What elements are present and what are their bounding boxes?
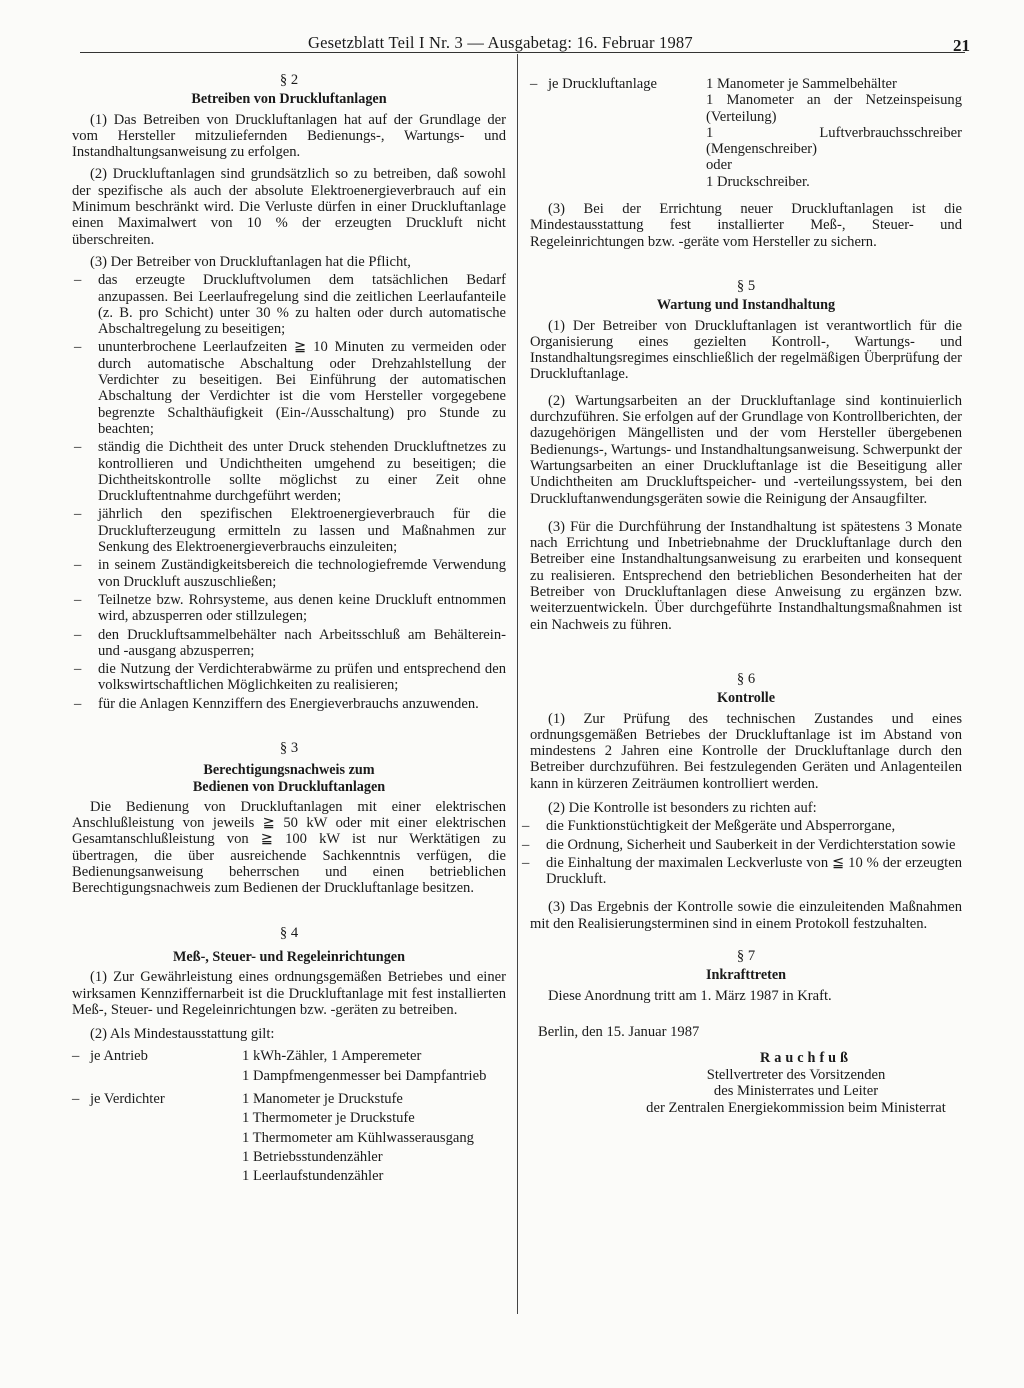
page-number: 21: [953, 36, 970, 55]
list-item: 1 kWh-Zähler, 1 Amperemeter: [242, 1048, 422, 1065]
section-6-paragraph-2-intro: (2) Die Kontrolle ist besonders zu richten auf:: [548, 799, 817, 816]
signer-title-line-1: Stellvertreter des Vorsitzenden: [706, 1066, 886, 1083]
place-date: Berlin, den 15. Januar 1987: [538, 1023, 700, 1040]
section-2-duty-list: [72, 272, 506, 712]
list-item: 1 Manometer je Druckstufe: [242, 1091, 403, 1108]
section-6-paragraph-1: (1) Zur Prüfung des technischen Zustandes und eines ordnungsgemäßen Betriebes der Druckluftanlage ist im Abstand von mindestens 2 Jahren eine Kontrolle der Druckluftanlage durch den Betreiber durchzuführen. Bei festzulegenden Geräten und Anlagenteilen kann in kürzeren Zeiträumen kontrolliert werden.: [530, 710, 962, 792]
equipment-label-compressor: je Verdichter: [90, 1091, 165, 1108]
page-header: [80, 30, 970, 54]
section-6-check-list: [520, 818, 962, 887]
list-item: 1 Thermometer je Druckstufe: [242, 1110, 415, 1127]
list-item: – den Druckluftsammelbehälter nach Arbeitsschluß am Behälterein- und -ausgang abzusperren;: [72, 627, 506, 660]
section-5-paragraph-2: (2) Wartungsarbeiten an der Druckluftanlage sind kontinuierlich durchzuführen. Sie erfolgen auf der Grundlage von Kontrollberichten, der dazugehörigen Mängellisten und der vom Hersteller übergebenen Bedienungs-, Wartungs- und Instandhaltungsanweisung. Schwerpunkt der Wartungsarbeiten an einer Druckluftanlage ist die Beseitigung aller Undichtheiten am Druckluftspeicher- und -verteilungssystem, bei den Druckluftanwendungsgeräten sowie die Reinigung der Ansaugfilter.: [530, 392, 962, 507]
section-2-title: Betreiben von Druckluftanlagen: [191, 91, 387, 108]
section-2-paragraph-3-intro: (3) Der Betreiber von Druckluftanlagen hat die Pflicht,: [90, 253, 411, 270]
list-item: – die Ordnung, Sicherheit und Sauberkeit in der Verdichterstation sowie: [520, 837, 962, 853]
section-7-title: Inkrafttreten: [705, 967, 787, 984]
column-divider: [517, 54, 518, 1314]
equipment-label-drive: je Antrieb: [90, 1048, 148, 1065]
list-item: – das erzeugte Druckluftvolumen dem tatsächlichen Bedarf anzupassen. Bei Leerlaufregelung sind die zeitlichen Leerlaufanteile (z. B. pro Schicht) unter 30 % zu halten oder durch automatische Abschaltregelung zu beseitigen;: [72, 272, 506, 337]
section-4-paragraph-3: (3) Bei der Errichtung neuer Druckluftanlagen ist die Mindestausstattung fest installierter Meß-, Steuer- und Regeleinrichtungen bzw. -geräte vom Hersteller zu sichern.: [530, 201, 962, 250]
section-5-title: Wartung und Instandhaltung: [656, 297, 836, 314]
section-6-paragraph-3: (3) Das Ergebnis der Kontrolle sowie die einzuleitenden Maßnahmen mit den Realisierungsterminen sind in einem Protokoll festzuhalten.: [530, 899, 962, 932]
list-item: – für die Anlagen Kennziffern des Energieverbrauchs anzuwenden.: [72, 696, 506, 712]
section-4-title: Meß-, Steuer- und Regeleinrichtungen: [173, 948, 405, 965]
header-title: Gesetzblatt Teil I Nr. 3 — Ausgabetag: 16. Februar 1987: [308, 33, 693, 52]
equipment-label-plant: je Druckluftanlage: [548, 76, 657, 92]
equipment-list-continued: [530, 76, 962, 193]
list-item: 1 Luftverbrauchsschreiber (Mengenschreiber): [706, 124, 962, 158]
equipment-group-drive: – je Antrieb 1 kWh-Zähler, 1 Amperemeter 1 Dampfmengenmesser bei Dampfantrieb: [72, 1048, 506, 1087]
section-2-number: § 2: [279, 72, 299, 88]
list-item: – die Einhaltung der maximalen Leckverluste von ≦ 10 % der erzeugten Druckluft.: [520, 855, 962, 888]
section-4-number: § 4: [279, 924, 299, 941]
signer-title: [630, 1067, 962, 1117]
list-item: 1 Manometer je Sammelbehälter: [706, 76, 897, 92]
list-item: – jährlich den spezifischen Elektroenergieverbrauch für die Drucklufterzeugung ermitteln zu lassen und Maßnahmen zur Senkung des Elektroenergieverbrauchs einzuleiten;: [72, 506, 506, 555]
equipment-group-compressor: – je Verdichter 1 Manometer je Druckstufe 1 Thermometer je Druckstufe 1 Thermometer am Kühlwasserausgang 1 Betriebsstundenzähler 1 Leerlaufstundenzähler: [72, 1091, 506, 1187]
list-item: 1 Druckschreiber.: [706, 173, 810, 190]
list-item: oder: [706, 157, 732, 174]
section-3-title-line-1: Berechtigungsnachweis zum: [203, 762, 375, 779]
section-5-paragraph-3: (3) Für die Durchführung der Instandhaltung ist spätestens 3 Monate nach Errichtung und Inbetriebnahme der Druckluftanlage durch den Betreiber eine Instandhaltungsanweisung zu erarbeiten und konsequent zu realisieren. Entsprechend den betrieblichen Besonderheiten hat der Betreiber von Druckluftanlagen diese Anweisung zu ergänzen bzw. weiterzuentwickeln. Über durchgeführte Instandhaltungsmaßnahmen ist ein Nachweis zu führen.: [530, 518, 962, 633]
section-2-paragraph-2: (2) Druckluftanlagen sind grundsätzlich so zu betreiben, daß sowohl der spezifische als auch der absolute Elektroenergieverbrauch auf ein Minimum beschränkt wird. Die Verluste dürfen in einer Druckluftanlage einen Maximalwert von 10 % der erzeugten Druckluft nicht überschreiten.: [72, 166, 506, 248]
signer-name: Rauchfuß: [760, 1050, 852, 1067]
section-3-paragraph-1: Die Bedienung von Druckluftanlagen mit einer elektrischen Anschlußleistung von jeweils ≧ 50 kW oder mit einer elektrischen Gesamtanschlußleistung von ≧ 100 kW ist nur Werktätigen zu übertragen, die über ausreichende Sachkenntnis verfügen, die Bedienungsanweisung beherrschen und einen betrieblichen Berechtigungsnachweis zum Bedienen der Druckluftanlage besitzen.: [72, 798, 506, 897]
section-5-paragraph-1: (1) Der Betreiber von Druckluftanlagen ist verantwortlich für die Organisierung eines gezielten Kontroll-, Wartungs- und Instandhaltungsregimes einschließlich der regelmäßigen Überprüfung der Druckluftanlage.: [530, 317, 962, 383]
section-3-number: § 3: [279, 739, 299, 756]
list-item: 1 Dampfmengenmesser bei Dampfantrieb: [242, 1067, 487, 1084]
header-rule: [80, 52, 965, 53]
signer-title-line-3: der Zentralen Energiekommission beim Ministerrat: [646, 1100, 946, 1117]
equipment-list: [72, 1048, 506, 1187]
section-3-title: [72, 762, 506, 795]
list-item: – die Funktionstüchtigkeit der Meßgeräte und Absperrorgane,: [520, 818, 962, 834]
section-6-title: Kontrolle: [716, 690, 776, 707]
list-item: 1 Betriebsstundenzähler: [242, 1148, 383, 1165]
list-item: 1 Manometer an der Netzeinspeisung (Verteilung): [706, 92, 962, 125]
section-7-paragraph-1: Diese Anordnung tritt am 1. März 1987 in Kraft.: [548, 987, 832, 1004]
list-item: – Teilnetze bzw. Rohrsysteme, aus denen keine Druckluft entnommen wird, abzusperren oder stillzulegen;: [72, 592, 506, 625]
section-7-number: § 7: [736, 948, 756, 965]
list-item: – die Nutzung der Verdichterabwärme zu prüfen und entsprechend den volkswirtschaftlichen Möglichkeiten zu realisieren;: [72, 661, 506, 694]
section-2-paragraph-1: (1) Das Betreiben von Druckluftanlagen hat auf der Grundlage der vom Hersteller mitzuliefernden Bedienungs-, Wartungs- und Instandhaltungsanweisung zu erfolgen.: [72, 111, 506, 161]
section-4-paragraph-1: (1) Zur Gewährleistung eines ordnungsgemäßen Betriebes und einer wirksamen Kennziffernarbeit ist die Druckluftanlage mit fest installierten Meß-, Steuer- und Regeleinrichtungen bzw. -geräten zu betreiben.: [72, 969, 506, 1018]
list-item: – ununterbrochene Leerlaufzeiten ≧ 10 Minuten zu vermeiden oder durch automatische Abschaltung oder Drehzahlstellung der Verdichter zu beseitigen. Bei Einführung der automatischen Abschaltung der Verdichter ist die vom Hersteller vorgegebene begrenzte Schalthäufigkeit (Ein-/Ausschaltung) pro Stunde zu beachten;: [72, 339, 506, 437]
section-5-number: § 5: [736, 277, 756, 294]
section-6-number: § 6: [736, 670, 756, 687]
section-4-paragraph-2-intro: (2) Als Mindestausstattung gilt:: [90, 1026, 275, 1043]
list-item: 1 Leerlaufstundenzähler: [242, 1168, 384, 1185]
signer-title-line-2: des Ministerrates und Leiter: [713, 1083, 879, 1100]
right-column: [530, 76, 962, 1117]
list-item: – in seinem Zuständigkeitsbereich die technologiefremde Verwendung von Druckluft auszuschließen;: [72, 557, 506, 590]
section-3-title-line-2: Bedienen von Druckluftanlagen: [192, 778, 386, 795]
list-item: – ständig die Dichtheit des unter Druck stehenden Druckluftnetzes zu kontrollieren und Undichtheiten umgehend zu beseitigen; die Dichtheitskontrolle sollte möglichst zu einer Zeit ohne Druckluftentnahme durchgeführt werden;: [72, 439, 506, 504]
list-item: 1 Thermometer am Kühlwasserausgang: [242, 1129, 474, 1146]
equipment-group-plant: – je Druckluftanlage 1 Manometer je Sammelbehälter 1 Manometer an der Netzeinspeisung (Verteilung) 1 Luftverbrauchsschreiber (Mengenschreiber) oder 1 Druckschreiber.: [530, 76, 962, 190]
left-column: [72, 72, 506, 1194]
